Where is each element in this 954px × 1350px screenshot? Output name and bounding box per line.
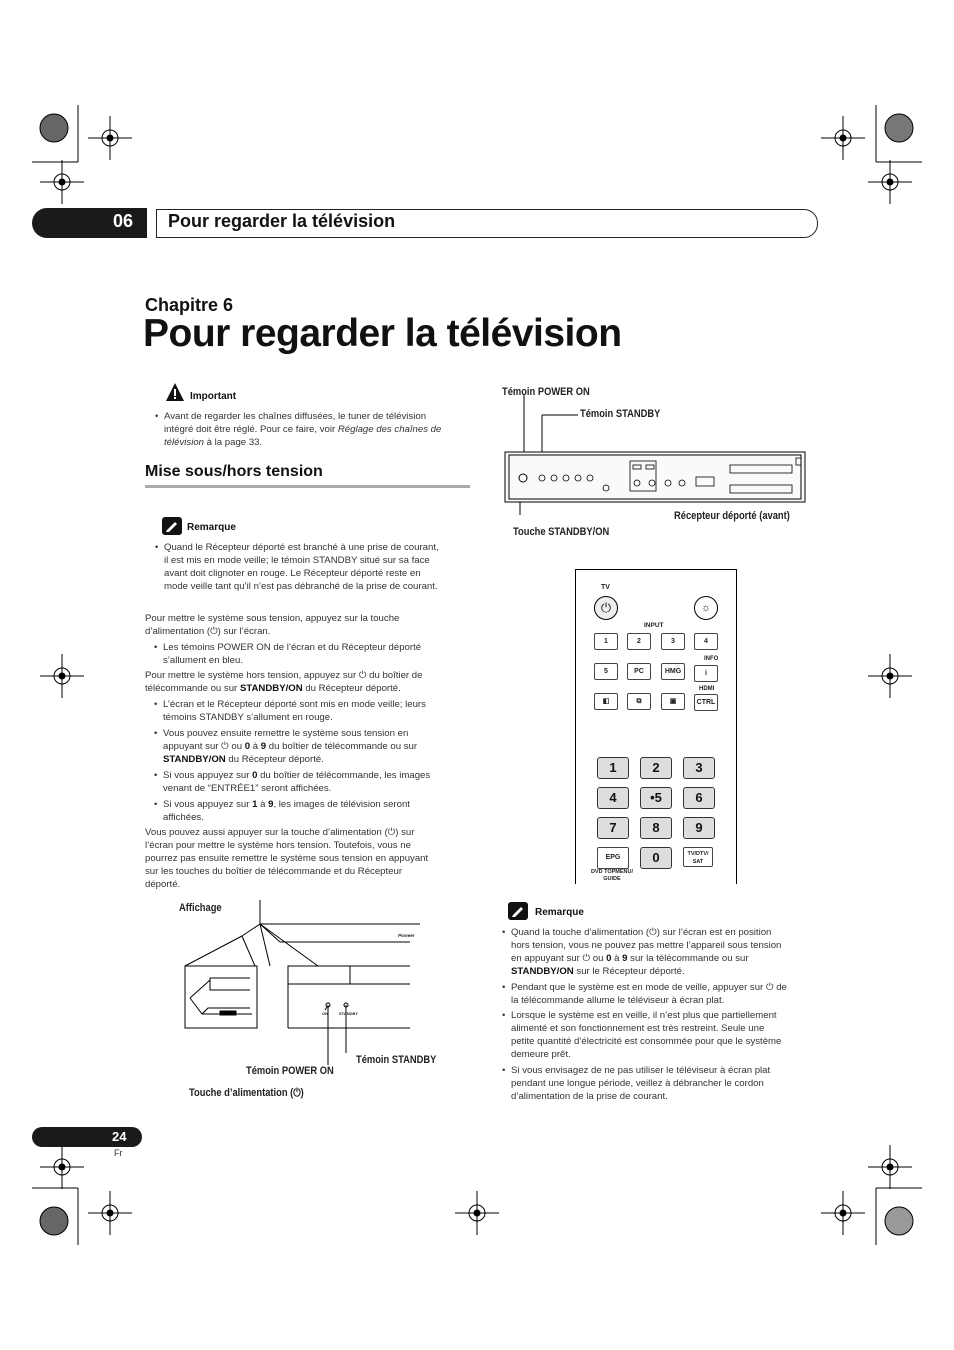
body-p1: Pour mettre le système sous tension, appuyez sur la touche d’alimentation (⏻) sur l’écran.: [145, 613, 400, 637]
num-7-button[interactable]: 7: [597, 817, 629, 839]
info-label: INFO: [704, 656, 719, 662]
screen-small-standby: STANDBY: [339, 1011, 359, 1016]
note-icon: [162, 517, 182, 535]
power-icon: ⏻: [210, 626, 218, 637]
tv-dtv-sat-button[interactable]: TV/DTV/ SAT: [683, 847, 713, 867]
info-button[interactable]: i: [694, 665, 718, 682]
remote-tv-label: TV: [601, 584, 610, 591]
power-icon: ⏻: [221, 741, 229, 752]
num-3-button[interactable]: 3: [683, 757, 715, 779]
label-device: Récepteur déporté (avant): [674, 510, 790, 522]
important-label: Important: [190, 391, 237, 402]
power-icon: ⏻: [765, 982, 774, 993]
page-lang: Fr: [114, 1148, 123, 1158]
body-b1: • Les témoins POWER ON de l’écran et du Récepteur déporté s’allument en bleu.: [163, 641, 473, 667]
power-icon: ⏻: [358, 670, 367, 681]
label-power-on: Témoin POWER ON: [502, 386, 590, 398]
note2-b4: • Si vous envisagez de ne pas utiliser le téléviseur à écran plat pendant une longue période, veillez à débrancher le cordon d’alimentation de la prise de courant.: [511, 1064, 821, 1103]
note-icon: [508, 902, 528, 920]
brand-logo: Pioneer: [398, 933, 415, 938]
num-9-button[interactable]: 9: [683, 817, 715, 839]
dvd-topmenu-label: DVD TOPMENU/ GUIDE: [590, 869, 634, 882]
warning-icon: [165, 382, 185, 402]
body-b4: • Si vous appuyez sur 0 du boîtier de télécommande, les images venant de “ENTRÉE1” seront affichées.: [163, 769, 473, 795]
note2-b1: • Quand la touche d’alimentation (⏻) sur l’écran est en position hors tension, vous ne pouvez pas mettre l’appareil sous tension en appuyant sur ⏻ ou 0 à 9 sur la télécommande ou sur STANDBY/ON sur le Récepteur déporté.: [511, 926, 821, 978]
note1-text: • Quand le Récepteur déporté est branché à une prise de courant, il est mis en mode veille; le témoin STANDBY situé sur sa face avant doit clignoter en rouge. Le Récepteur déporté reste en mode veille tant qu’il n’est pas débranché de la prise de courant.: [164, 541, 474, 593]
hdmi-ctrl-button[interactable]: CTRL: [694, 694, 718, 711]
page-title: Pour regarder la télévision: [143, 312, 622, 355]
num-5-button[interactable]: •5: [640, 787, 672, 809]
label-standby: Témoin STANDBY: [580, 408, 661, 420]
power-icon: ⏻: [293, 1087, 301, 1099]
power-icon: ⏻: [582, 953, 591, 964]
num-6-button[interactable]: 6: [683, 787, 715, 809]
epg-button[interactable]: EPG: [597, 847, 629, 869]
label-screen-touche: Touche d’alimentation (⏻): [189, 1087, 304, 1099]
label-screen-power-on: Témoin POWER ON: [246, 1065, 334, 1077]
freeze-button[interactable]: ▣: [661, 693, 685, 710]
remote-light-button[interactable]: ☼: [694, 596, 718, 620]
hmg-button[interactable]: HMG: [661, 663, 685, 680]
num-8-button[interactable]: 8: [640, 817, 672, 839]
chapter-number: 06: [113, 211, 134, 231]
receiver-figure: [500, 395, 810, 525]
section-underline: [145, 485, 470, 488]
power-icon: ⏻: [649, 927, 657, 938]
body-b3: • Vous pouvez ensuite remettre le système sous tension en appuyant sur ⏻ ou 0 à 9 du boîtier de télécommande ou sur STANDBY/ON du Récepteur déporté.: [163, 727, 473, 766]
label-button: Touche STANDBY/ON: [513, 526, 610, 538]
header-title: Pour regarder la télévision: [168, 211, 396, 231]
note1-label: Remarque: [187, 522, 236, 533]
note2-b3: • Lorsque le système est en veille, il n’est plus que partiellement alimenté et son fonctionnement est très restreint. Seule une petite quantité d’électricité est consommée pour que le système demeure prêt.: [511, 1009, 821, 1061]
pc-button[interactable]: PC: [627, 663, 651, 680]
body-p3: Vous pouvez aussi appuyer sur la touche d’alimentation (⏻) sur l’écran pour mettre le système hors tension. Toutefois, vous ne pourrez pas ensuite remettre le système sous tension en appuyant sur les touches du boîtier de télécommande et du Récepteur déporté.: [145, 827, 429, 890]
label-affichage: Affichage: [179, 902, 222, 914]
screen-mode-button[interactable]: ◧: [594, 693, 618, 710]
input-4-button[interactable]: 4: [694, 633, 718, 650]
input-1-button[interactable]: 1: [594, 633, 618, 650]
remote-power-button[interactable]: ⏻: [594, 596, 618, 620]
screen-small-on: ON: [322, 1011, 328, 1016]
hdmi-label: HDMI: [699, 686, 715, 692]
input-2-button[interactable]: 2: [627, 633, 651, 650]
input-5-button[interactable]: 5: [594, 663, 618, 680]
body-b2: • L’écran et le Récepteur déporté sont mis en mode veille; leurs témoins STANDBY s’allument en rouge.: [163, 698, 473, 724]
num-4-button[interactable]: 4: [597, 787, 629, 809]
body-b5: • Si vous appuyez sur 1 à 9, les images de télévision seront affichées.: [163, 798, 473, 824]
section-heading: Mise sous/hors tension: [145, 463, 323, 480]
pip-button[interactable]: ⧉: [627, 693, 651, 710]
num-2-button[interactable]: 2: [640, 757, 672, 779]
important-text: • Avant de regarder les chaînes diffusées, le tuner de télévision intégré doit être réglé. Pour ce faire, voir Réglage des chaînes de télévision à la page 33.: [164, 410, 474, 449]
label-screen-standby: Témoin STANDBY: [356, 1054, 437, 1066]
note2-b2: • Pendant que le système est en mode de veille, appuyer sur ⏻ de la télécommande allume le téléviseur à écran plat.: [511, 981, 821, 1007]
input-3-button[interactable]: 3: [661, 633, 685, 650]
num-0-button[interactable]: 0: [640, 847, 672, 869]
note2-label: Remarque: [535, 907, 584, 918]
page-number: 24: [112, 1129, 127, 1144]
chapter-label: Chapitre 6: [145, 295, 234, 315]
num-1-button[interactable]: 1: [597, 757, 629, 779]
remote-input-label: INPUT: [644, 622, 664, 629]
body-p2: Pour mettre le système hors tension, appuyez sur ⏻ du boîtier de télécommande ou sur STANDBY/ON du Récepteur déporté.: [145, 670, 423, 694]
power-icon: ⏻: [387, 827, 396, 838]
